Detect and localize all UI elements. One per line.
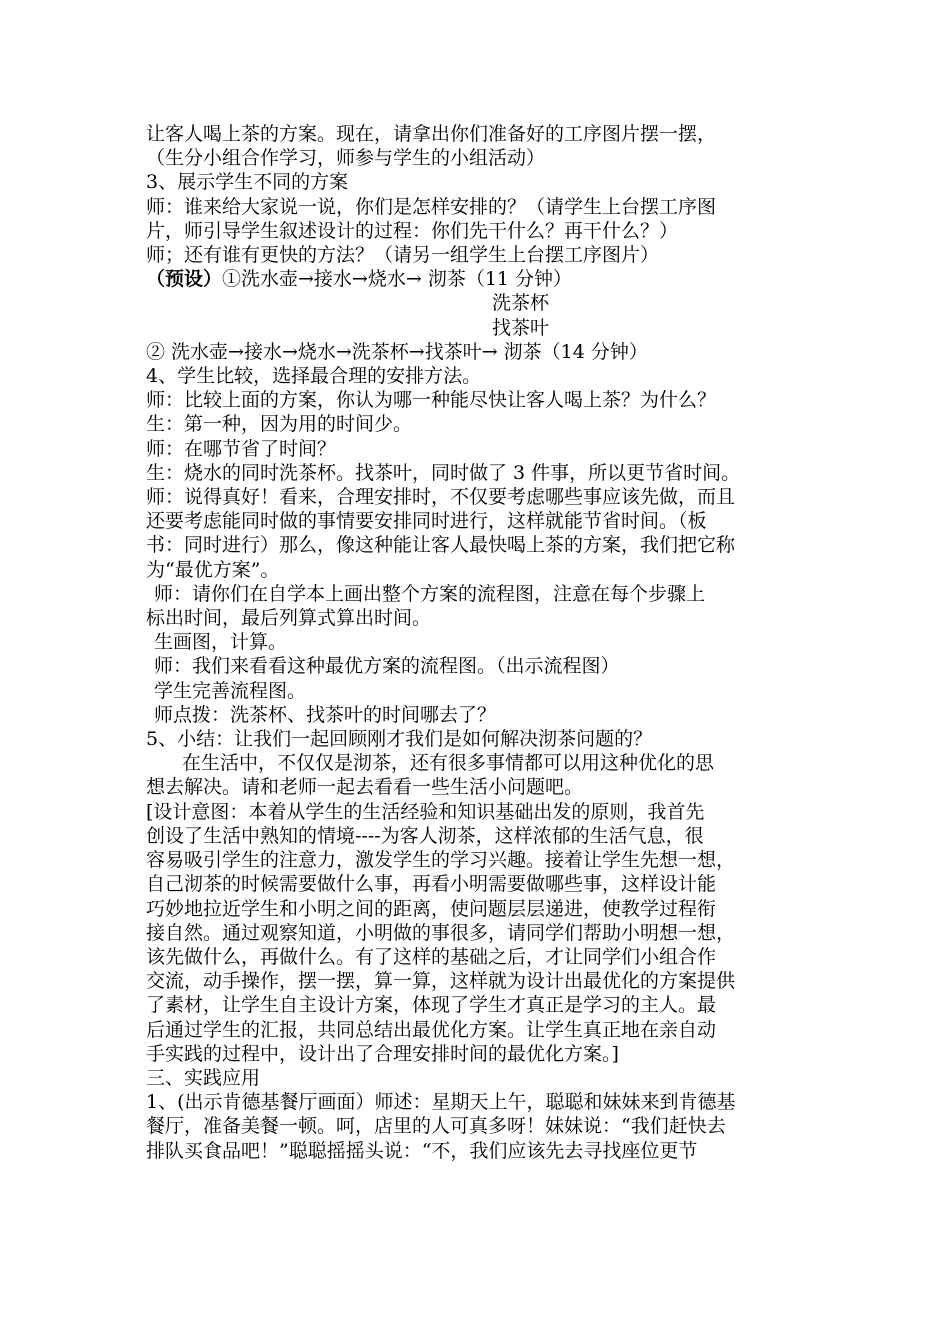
text-line: 师点拨：洗茶杯、找茶叶的时间哪去了？ xyxy=(154,703,497,726)
text-line: 餐厅，准备美餐一顿。呵，店里的人可真多呀！妹妹说：“我们赶快去 xyxy=(146,1115,726,1138)
design-intent-line: 创设了生活中熟知的情境----为客人沏茶，这样浓郁的生活气息，很 xyxy=(146,824,704,847)
plan-one-steps: ①洗水壶→接水→烧水→ 沏茶（11 分钟） xyxy=(222,268,573,291)
design-intent-line: 容易吸引学生的注意力，激发学生的学习兴趣。接着让学生先想一想， xyxy=(146,849,736,872)
text-line: 让客人喝上茶的方案。现在，请拿出你们准备好的工序图片摆一摆， xyxy=(146,123,717,145)
text-line: 在生活中，不仅仅是沏茶，还有很多事情都可以用这种优化的思 xyxy=(182,752,715,775)
text-line: 师：说得真好！看来，合理安排时，不仅要考虑哪些事应该先做，而且 xyxy=(146,486,736,509)
text-line: 书：同时进行）那么，像这种能让客人最快喝上茶的方案，我们把它称 xyxy=(146,534,736,557)
text-line: 师：在哪节省了时间？ xyxy=(146,437,337,460)
text-line: 师：比较上面的方案，你认为哪一种能尽快让客人喝上茶？为什么？ xyxy=(146,389,717,412)
plan-two-line: ② 洗水壶→接水→烧水→洗茶杯→找茶叶→ 沏茶（14 分钟） xyxy=(146,340,648,363)
text-line: 排队买食品吧！”聪聪摇摇头说：“不，我们应该先去寻找座位更节 xyxy=(146,1139,698,1162)
section-heading: 5、小结：让我们一起回顾刚才我们是如何解决沏茶问题的？ xyxy=(146,728,653,751)
text-line: 还要考虑能同时做的事情要安排同时进行，这样就能节省时间。（板 xyxy=(146,510,707,533)
text-line: 师：请你们在自学本上画出整个方案的流程图，注意在每个步骤上 xyxy=(154,582,706,605)
document-body xyxy=(146,122,826,1163)
plan-one-branch: 找茶叶 xyxy=(492,316,550,339)
design-intent-line: 该先做什么，再做什么。有了这样的基础之后，才让同学们小组合作 xyxy=(146,945,717,968)
text-line: 生画图，计算。 xyxy=(154,631,288,654)
design-intent-line: 自己沏茶的时候需要做什么事，再看小明需要做哪些事，这样设计能 xyxy=(146,873,717,896)
section-heading: 三、实践应用 xyxy=(146,1066,261,1089)
design-intent-line: 手实践的过程中，设计出了合理安排时间的最优化方案。] xyxy=(146,1042,619,1065)
design-intent-line: 巧妙地拉近学生和小明之间的距离，使问题层层递进，使教学过程衔 xyxy=(146,897,717,920)
plan-one-branch: 洗茶杯 xyxy=(492,292,550,315)
text-line: 标出时间，最后列算式算出时间。 xyxy=(146,607,432,630)
text-line: 1、(出示肯德基餐厅画面）师述：星期天上午，聪聪和妹妹来到肯德基 xyxy=(146,1091,736,1114)
text-line: 想去解决。请和老师一起去看看一些生活小问题吧。 xyxy=(146,776,584,799)
text-line: 师：我们来看看这种最优方案的流程图。（出示流程图） xyxy=(154,655,620,678)
text-line: 片，师引导学生叙述设计的过程：你们先干什么？再干什么？） xyxy=(146,219,679,242)
text-line: 师：谁来给大家说一说，你们是怎样安排的？（请学生上台摆工序图 xyxy=(146,195,717,218)
section-heading: 4、学生比较，选择最合理的安排方法。 xyxy=(146,365,482,388)
preset-label: （预设） xyxy=(146,268,223,291)
text-line: 师；还有谁有更快的方法？（请另一组学生上台摆工序图片） xyxy=(146,244,660,267)
text-line: 生：第一种，因为用的时间少。 xyxy=(146,413,413,436)
design-intent-line: 交流，动手操作，摆一摆，算一算，这样就为设计出最优化的方案提供 xyxy=(146,970,736,993)
text-line: 生：烧水的同时洗茶杯。找茶叶，同时做了 3 件事，所以更节省时间。 xyxy=(146,461,741,484)
design-intent-line: [设计意图：本着从学生的生活经验和知识基础出发的原则，我首先 xyxy=(146,800,705,823)
plan-one-line xyxy=(146,267,826,291)
design-intent-line: 了素材，让学生自主设计方案，体现了学生才真正是学习的主人。最 xyxy=(146,994,717,1017)
text-line: 学生完善流程图。 xyxy=(154,679,307,702)
text-line: 为“最优方案”。 xyxy=(146,558,280,581)
design-intent-line: 接自然。通过观察知道，小明做的事很多，请同学们帮助小明想一想， xyxy=(146,921,736,944)
section-heading: 3、展示学生不同的方案 xyxy=(146,171,349,194)
design-intent-line: 后通过学生的汇报，共同总结出最优化方案。让学生真正地在亲自动 xyxy=(146,1018,717,1041)
text-line: （生分小组合作学习，师参与学生的小组活动） xyxy=(146,147,546,170)
